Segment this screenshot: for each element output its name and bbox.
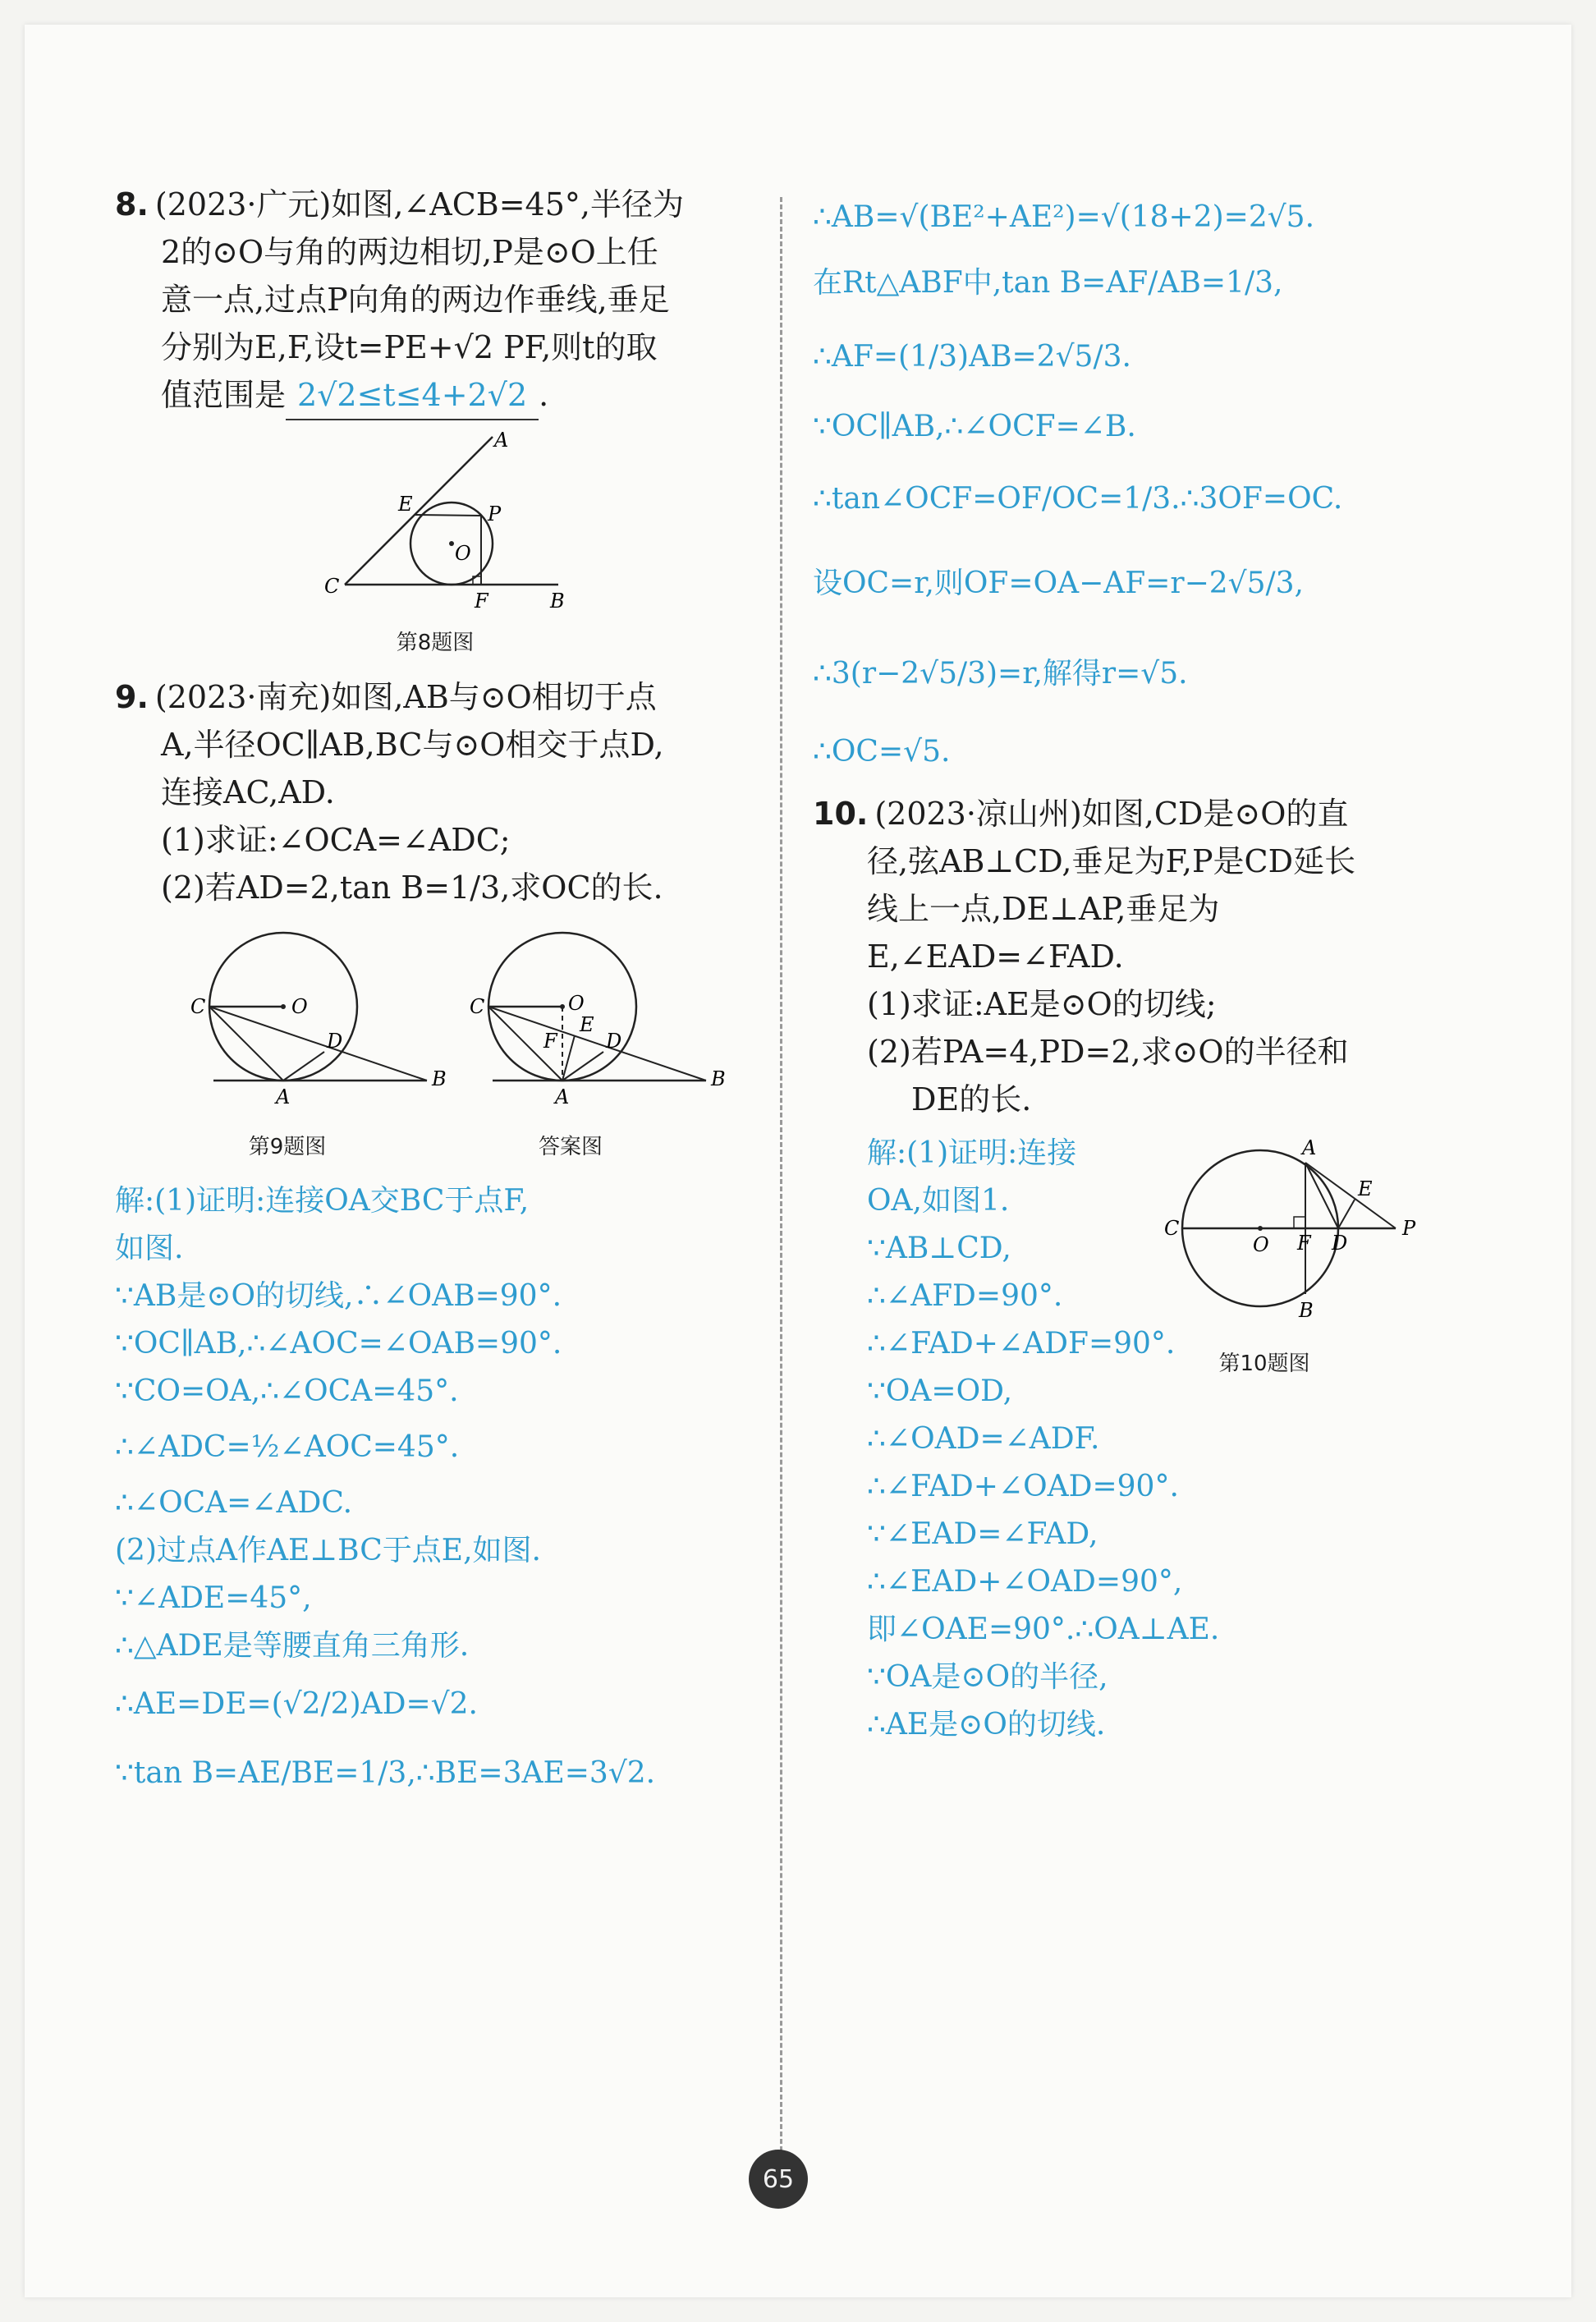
q10-label-c: C <box>1164 1217 1180 1240</box>
q8-label-a: A <box>494 429 509 452</box>
q10-sol-line: ∵OA是⊙O的半径, <box>867 1660 1108 1694</box>
q10-solution-area <box>813 1130 1453 1749</box>
answer-label-d: D <box>606 1030 622 1053</box>
q9-label-a: A <box>276 1085 291 1108</box>
q8-answer-blank: 2√2≤t≤4+2√2 <box>286 371 539 420</box>
answer-label-c: C <box>470 995 485 1018</box>
q9-sol-line: ∵AB是⊙O的切线,∴∠OAB=90°. <box>115 1279 562 1313</box>
q9-answer-caption: 答案图 <box>538 1135 603 1159</box>
right-sol-line: ∵OC∥AB,∴∠OCF=∠B. <box>813 410 1136 443</box>
q9-line-4: (1)求证:∠OCA=∠ADC; <box>161 822 511 858</box>
answer-label-o: O <box>568 992 585 1015</box>
q9-sol-line: ∵CO=OA,∴∠OCA=45°. <box>115 1374 459 1408</box>
q8-line-1: 8. (2023·广元)如图,∠ACB=45°,半径为 <box>115 186 684 223</box>
right-sol-line: ∴AF=(1/3)AB=2√5/3. <box>813 340 1131 374</box>
answer-label-e: E <box>580 1013 594 1036</box>
q10-sol-line: ∴∠FAD+∠OAD=90°. <box>867 1470 1179 1503</box>
q8-figure <box>115 429 755 655</box>
q9-solution <box>115 1177 755 1808</box>
q10-line-7: DE的长. <box>911 1081 1032 1117</box>
q9-caption: 第9题图 <box>248 1135 327 1159</box>
q8-label-b: B <box>550 590 565 613</box>
q9-line-1: 9. (2023·南充)如图,AB与⊙O相切于点 <box>115 679 657 715</box>
q10-sol-line: ∴∠AFD=90°. <box>867 1279 1063 1313</box>
q9-sol-line: ∵∠ADE=45°, <box>115 1581 312 1615</box>
q9-line-3: 连接AC,AD. <box>161 774 335 810</box>
q10-sol-line: ∵AB⊥CD, <box>867 1232 1011 1265</box>
right-sol-line: 在Rt△ABF中,tan B=AF/AB=1/3, <box>813 266 1283 300</box>
q9-sol-line: 解:(1)证明:连接OA交BC于点F, <box>115 1184 530 1218</box>
q10-label-e: E <box>1358 1177 1373 1200</box>
q10-figure <box>1158 1130 1453 1376</box>
q9-line-2: A,半径OC∥AB,BC与⊙O相交于点D, <box>161 727 664 763</box>
q9-label-c: C <box>190 995 206 1018</box>
q10-sol-line: 即∠OAE=90°.∴OA⊥AE. <box>867 1613 1220 1646</box>
q8-label-o: O <box>455 542 471 565</box>
q10-sol-line: ∴∠FAD+∠ADF=90°. <box>867 1327 1176 1361</box>
q10-label-d: D <box>1332 1232 1348 1255</box>
q10-sol-line: ∴∠OAD=∠ADF. <box>867 1422 1100 1456</box>
q10-diagram <box>1158 1130 1453 1343</box>
q10-sol-line: 解:(1)证明:连接 <box>867 1136 1077 1170</box>
q10-sol-line: ∴∠EAD+∠OAD=90°, <box>867 1565 1183 1599</box>
q8-line-2: 2的⊙O与角的两边相切,P是⊙O上任 <box>161 234 658 270</box>
q8-label-e: E <box>398 493 413 516</box>
question-10 <box>813 790 1453 1749</box>
q8-line-4: 分别为E,F,设t=PE+√2 PF,则t的取 <box>161 329 658 365</box>
q10-line-2: 径,弦AB⊥CD,垂足为F,P是CD延长 <box>867 843 1356 879</box>
q9-label-d: D <box>327 1030 343 1053</box>
q10-sol-line: ∴AE是⊙O的切线. <box>867 1708 1106 1742</box>
q9-line-5: (2)若AD=2,tan B=1/3,求OC的长. <box>161 870 663 906</box>
q9-sol-line: ∵tan B=AE/BE=1/3,∴BE=3AE=3√2. <box>115 1756 656 1790</box>
q10-line-3: 线上一点,DE⊥AP,垂足为 <box>867 891 1220 927</box>
q8-caption: 第8题图 <box>396 631 475 655</box>
q9-figures <box>115 925 755 1163</box>
question-9 <box>115 673 755 1808</box>
q9-sol-line: ∵OC∥AB,∴∠AOC=∠OAB=90°. <box>115 1327 562 1361</box>
q9-label-o: O <box>291 995 308 1018</box>
q8-label-p: P <box>488 502 502 525</box>
right-sol-line: ∴tan∠OCF=OF/OC=1/3.∴3OF=OC. <box>813 482 1343 516</box>
q8-label-f: F <box>475 590 488 613</box>
q9-sol-line: ∴∠ADC=½∠AOC=45°. <box>115 1430 460 1464</box>
q8-label-c: C <box>324 575 340 598</box>
q10-sol-line: ∵∠EAD=∠FAD, <box>867 1517 1098 1551</box>
q9-sol-line: 如图. <box>115 1232 184 1265</box>
q10-line-6: (2)若PA=4,PD=2,求⊙O的半径和 <box>867 1034 1349 1070</box>
right-sol-line: ∴3(r−2√5/3)=r,解得r=√5. <box>813 657 1188 691</box>
q10-label-p: P <box>1402 1217 1416 1240</box>
q8-diagram <box>115 429 755 626</box>
q9-sol-line: (2)过点A作AE⊥BC于点E,如图. <box>115 1534 541 1567</box>
q9-sol-line: ∴△ADE是等腰直角三角形. <box>115 1629 470 1663</box>
answer-label-f: F <box>543 1030 557 1053</box>
q10-line-1: 10. (2023·凉山州)如图,CD是⊙O的直 <box>813 796 1349 832</box>
q9-sol-line: ∴AE=DE=(√2/2)AD=√2. <box>115 1687 478 1721</box>
question-8 <box>115 181 755 655</box>
q10-caption: 第10题图 <box>1218 1351 1310 1376</box>
q9-label-b: B <box>432 1067 447 1090</box>
right-sol-line: ∴AB=√(BE²+AE²)=√(18+2)=2√5. <box>813 200 1315 234</box>
q8-line-5: 值范围是 2√2≤t≤4+2√2 . <box>115 371 755 420</box>
right-sol-line: ∴OC=√5. <box>813 735 951 769</box>
q10-line-4: E,∠EAD=∠FAD. <box>867 938 1124 975</box>
left-column <box>115 181 755 1808</box>
answer-label-a: A <box>555 1085 570 1108</box>
q10-label-o: O <box>1253 1233 1269 1256</box>
q9-solution-continued <box>813 189 1453 785</box>
answer-label-b: B <box>711 1067 726 1090</box>
q10-label-f: F <box>1297 1232 1311 1255</box>
q8-line-3: 意一点,过点P向角的两边作垂线,垂足 <box>161 282 670 318</box>
right-sol-line: 设OC=r,则OF=OA−AF=r−2√5/3, <box>813 567 1304 600</box>
q9-sol-line: ∴∠OCA=∠ADC. <box>115 1486 353 1520</box>
column-divider <box>780 197 782 2151</box>
q10-label-a: A <box>1302 1136 1317 1159</box>
q9-diagram <box>115 925 755 1130</box>
q10-label-b: B <box>1299 1299 1314 1322</box>
q10-sol-line: ∵OA=OD, <box>867 1374 1013 1408</box>
q10-line-5: (1)求证:AE是⊙O的切线; <box>867 986 1217 1022</box>
page-number: 65 <box>749 2150 808 2209</box>
q10-sol-line: OA,如图1. <box>867 1184 1010 1218</box>
right-column <box>813 189 1453 1749</box>
